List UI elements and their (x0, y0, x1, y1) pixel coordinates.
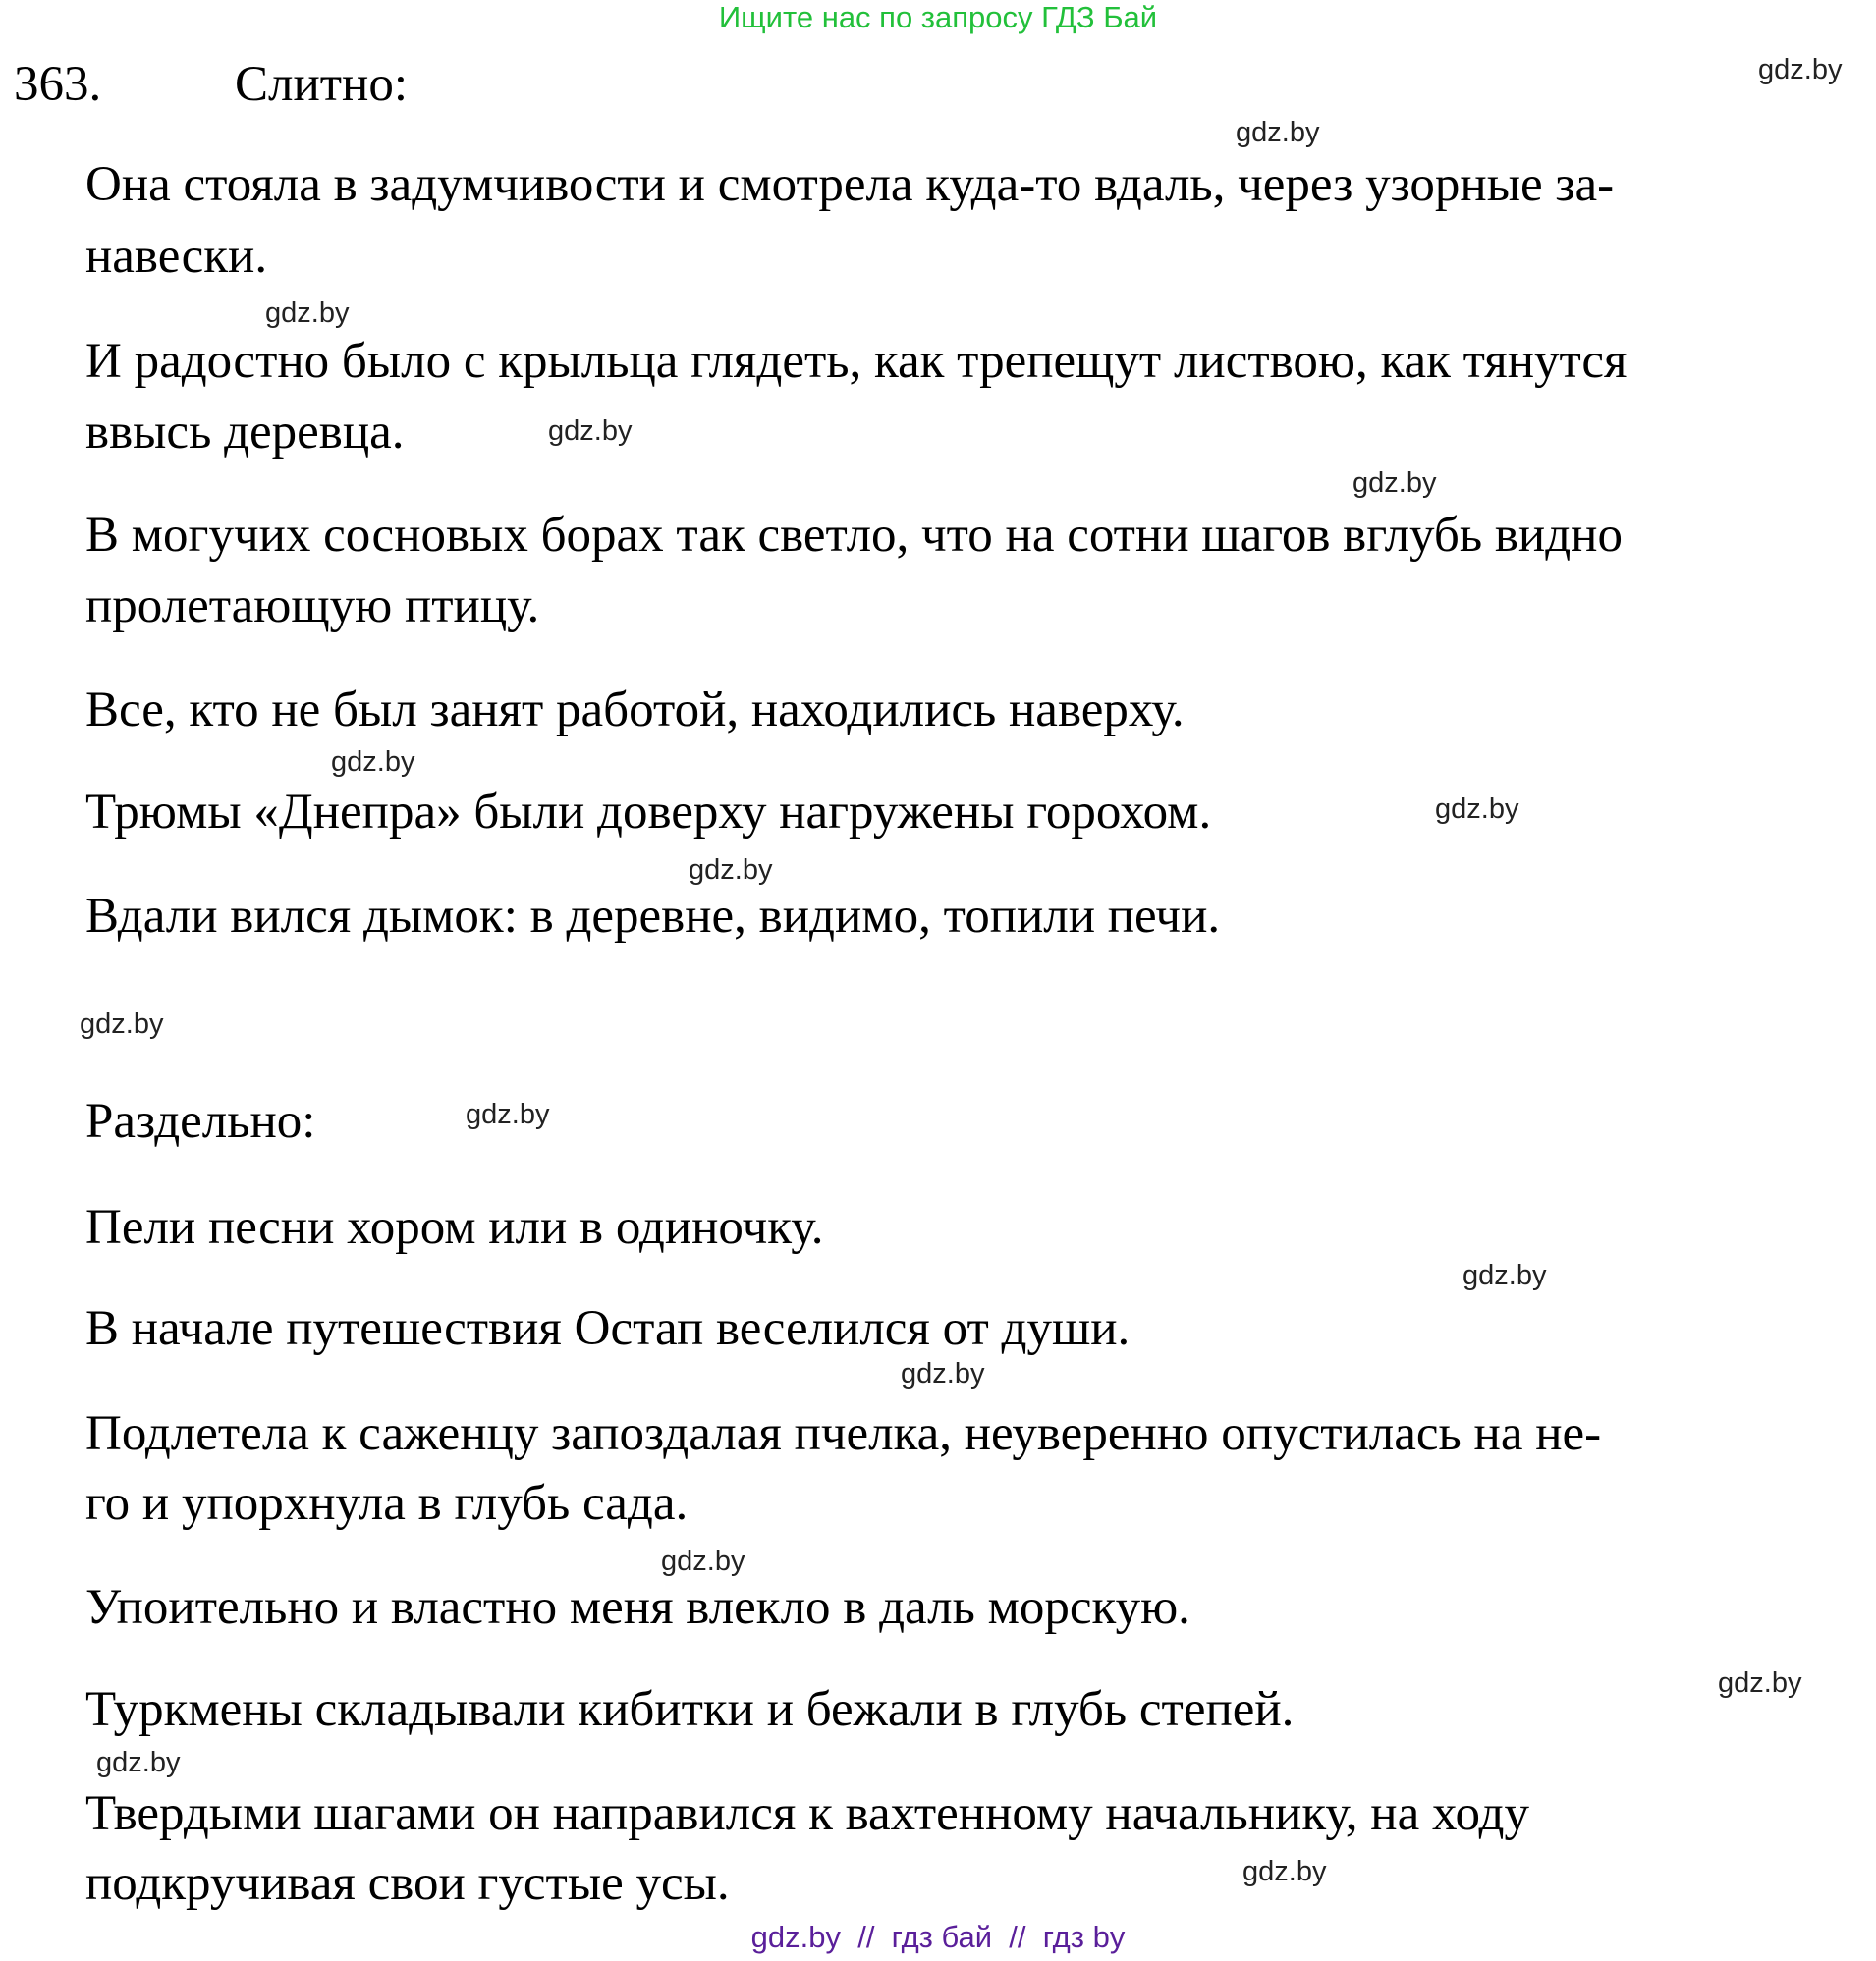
text-line: Все, кто не был занят работой, находились наверху. (85, 682, 1185, 737)
text-line: В могучих сосновых борах так светло, что на сотни шагов вглубь видно (85, 508, 1623, 563)
text-line: пролетающую птицу. (85, 578, 540, 633)
text-line: В начале путешествия Остап веселился от души. (85, 1301, 1131, 1356)
watermark: gdz.by (1718, 1667, 1802, 1699)
text-line: навески. (85, 229, 268, 284)
text-line: ввысь деревца. (85, 405, 405, 460)
text-line: Она стояла в задумчивости и смотрела куда-то вдаль, через узорные за- (85, 157, 1615, 212)
text-line: подкручивая свои густые усы. (85, 1856, 730, 1911)
watermark: gdz.by (80, 1008, 164, 1040)
watermark: gdz.by (1242, 1856, 1327, 1887)
text-line: Туркмены складывали кибитки и бежали в глубь степей. (85, 1682, 1295, 1737)
footer-links: gdz.by // гдз бай // гдз by (750, 1920, 1126, 1954)
exercise-number: 363. (14, 57, 102, 112)
watermark: gdz.by (1236, 117, 1320, 148)
watermark: gdz.by (1758, 54, 1843, 85)
watermark: gdz.by (1352, 467, 1437, 499)
watermark: gdz.by (466, 1099, 550, 1130)
text-line: И радостно было с крыльца глядеть, как трепещут листвою, как тянутся (85, 334, 1628, 389)
text-line: Трюмы «Днепра» были доверху нагружены горохом. (85, 785, 1212, 840)
watermark: gdz.by (1462, 1260, 1547, 1291)
text-line: Твердыми шагами он направился к вахтенному начальнику, на ходу (85, 1786, 1530, 1841)
text-line: Подлетела к саженцу запоздалая пчелка, неуверенно опустилась на не- (85, 1406, 1602, 1461)
text-line: Вдали вился дымок: в деревне, видимо, топили печи. (85, 889, 1221, 944)
watermark: gdz.by (689, 854, 773, 886)
search-banner: Ищите нас по запросу ГДЗ Бай (718, 0, 1158, 34)
text-line: Пели песни хором или в одиночку. (85, 1200, 824, 1255)
watermark: gdz.by (548, 415, 633, 447)
text-line: го и упорхнула в глубь сада. (85, 1476, 689, 1531)
watermark: gdz.by (96, 1747, 181, 1778)
heading-separate: Раздельно: (85, 1094, 316, 1149)
watermark: gdz.by (1435, 793, 1519, 825)
text-line: Упоительно и властно меня влекло в даль морскую. (85, 1580, 1190, 1635)
heading-together: Слитно: (235, 57, 409, 112)
watermark: gdz.by (265, 298, 350, 329)
watermark: gdz.by (331, 746, 415, 778)
watermark: gdz.by (901, 1358, 985, 1389)
watermark: gdz.by (661, 1546, 745, 1577)
